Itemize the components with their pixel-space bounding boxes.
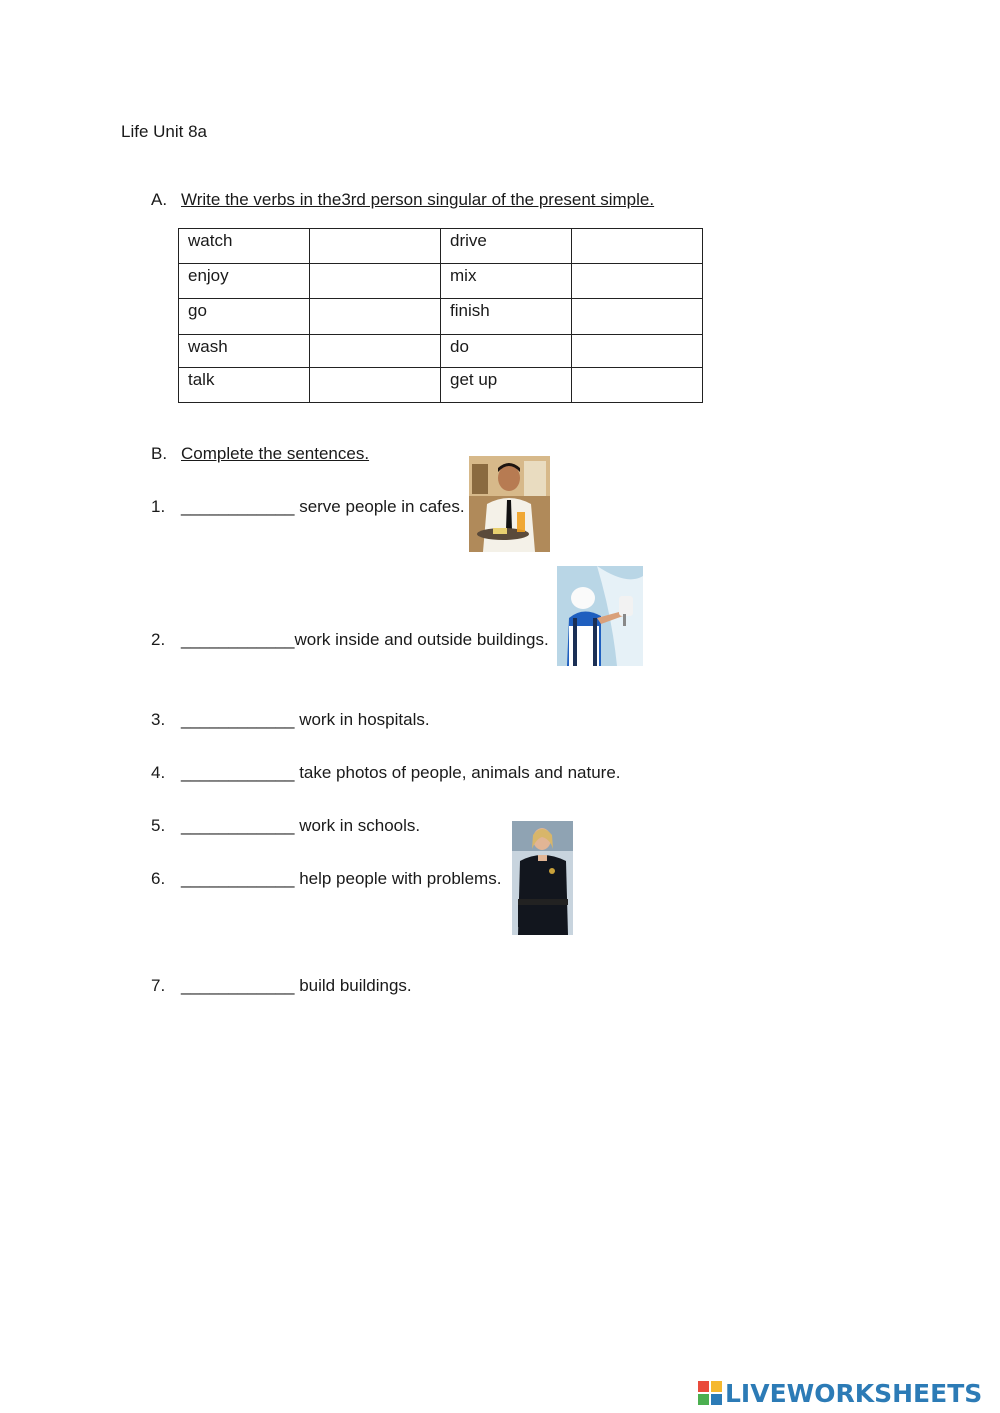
answer-cell[interactable]	[572, 368, 703, 403]
section-b-heading: Complete the sentences.	[181, 444, 370, 463]
answer-cell[interactable]	[310, 264, 441, 299]
verb-cell: go	[179, 299, 310, 335]
sentence-item	[151, 710, 430, 730]
verb-cell: enjoy	[179, 264, 310, 299]
painter-illustration	[557, 566, 643, 666]
police-officer-illustration	[512, 821, 573, 935]
verb-cell: finish	[441, 299, 572, 335]
sentence-text: build buildings.	[294, 976, 412, 995]
sentence-text: work in schools.	[294, 816, 421, 835]
sentence-item	[151, 816, 420, 836]
answer-blank[interactable]: ____________	[181, 630, 295, 649]
verb-cell: mix	[441, 264, 572, 299]
answer-cell[interactable]	[310, 299, 441, 335]
table-row	[179, 229, 703, 264]
verb-cell: do	[441, 335, 572, 368]
answer-cell[interactable]	[310, 368, 441, 403]
item-number: 1.	[151, 497, 166, 516]
item-number: 4.	[151, 763, 166, 782]
answer-blank[interactable]: ____________	[181, 816, 295, 835]
item-number: 2.	[151, 630, 166, 649]
verb-cell: watch	[179, 229, 310, 264]
sentence-text: serve people in cafes.	[294, 497, 465, 516]
waiter-photo	[469, 456, 550, 552]
answer-blank[interactable]: ____________	[181, 976, 295, 995]
table-row	[179, 264, 703, 299]
logo-brand-text: LIVEWORKSHEETS	[725, 1378, 983, 1408]
answer-cell[interactable]	[572, 264, 703, 299]
sentence-text: take photos of people, animals and nature.	[294, 763, 621, 782]
sentence-item	[151, 869, 501, 889]
answer-cell[interactable]	[572, 335, 703, 368]
table-row	[179, 299, 703, 335]
sentence-text: help people with problems.	[294, 869, 502, 888]
answer-cell[interactable]	[572, 299, 703, 335]
answer-blank[interactable]: ____________	[181, 497, 295, 516]
sentence-text: work inside and outside buildings.	[294, 630, 549, 649]
page-title: Life Unit 8a	[121, 122, 207, 141]
sentence-item	[151, 630, 549, 650]
painter-photo	[557, 566, 643, 666]
section-a-letter: A.	[151, 190, 168, 209]
verb-cell: talk	[179, 368, 310, 403]
answer-cell[interactable]	[572, 229, 703, 264]
answer-cell[interactable]	[310, 335, 441, 368]
verb-cell: drive	[441, 229, 572, 264]
item-number: 5.	[151, 816, 166, 835]
item-number: 3.	[151, 710, 166, 729]
section-a-heading: Write the verbs in the3rd person singular of the present simple.	[181, 190, 655, 209]
police-officer-photo	[512, 821, 573, 935]
liveworksheets-logo	[698, 1378, 982, 1408]
item-number: 7.	[151, 976, 166, 995]
answer-cell[interactable]	[310, 229, 441, 264]
section-b-letter: B.	[151, 444, 168, 463]
waiter-illustration	[469, 456, 550, 552]
verb-cell: wash	[179, 335, 310, 368]
answer-blank[interactable]: ____________	[181, 710, 295, 729]
table-row	[179, 368, 703, 403]
sentence-text: work in hospitals.	[294, 710, 430, 729]
sentence-item	[151, 763, 621, 783]
logo-grid-icon	[698, 1381, 722, 1405]
table-row	[179, 335, 703, 368]
answer-blank[interactable]: ____________	[181, 869, 295, 888]
verb-table	[178, 228, 703, 403]
answer-blank[interactable]: ____________	[181, 763, 295, 782]
sentence-item	[151, 976, 412, 996]
item-number: 6.	[151, 869, 166, 888]
sentence-item	[151, 497, 465, 517]
verb-cell: get up	[441, 368, 572, 403]
